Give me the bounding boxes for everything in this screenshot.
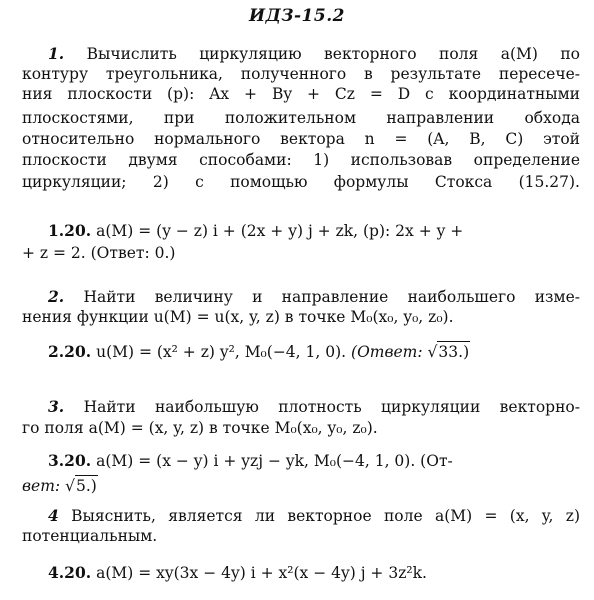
task-2-20-answer-value: 33.) [438,343,470,361]
problem-1-line-2: контуру треугольника, полученного в результате пересече- [22,65,580,83]
problem-3-line-1 [48,397,580,417]
task-3-20-line-2 [22,475,580,496]
problem-4-line-1 [48,506,580,526]
problem-2-text-1: Найти величину и направление наибольшего изме- [83,288,580,306]
problem-1-line-1 [48,44,580,64]
problem-1-line-3: ния плоскости (p): Ax + By + Cz = D с координатными [22,85,580,103]
problem-4-line-2: потенциальным. [22,527,158,545]
sqrt-symbol-icon: √ [427,343,438,361]
problem-1-text-1: Вычислить циркуляцию векторного поля a(M) по [86,45,580,63]
problem-4-text-1: Выяснить, является ли векторное поле a(M) = (x, y, z) [71,507,580,525]
task-3-20-line-1 [48,451,580,471]
task-1-20-formula: a(M) = (y − z) i + (2x + y) j + zk, (p): 2x + y + [96,222,464,240]
problem-3-number: 3. [48,397,65,416]
task-2-20-number: 2.20. [48,342,92,361]
task-4-20-line [48,563,580,583]
task-4-20-formula: a(M) = xy(3x − 4y) i + x²(x − 4y) j + 3z²k. [96,564,427,582]
task-3-20-number: 3.20. [48,451,92,470]
problem-1-number: 1. [48,44,65,63]
task-4-20-number: 4.20. [48,563,92,582]
task-2-20-formula: u(M) = (x² + z) y², M₀(−4, 1, 0). [96,343,347,361]
problem-3-line-2: го поля a(M) = (x, y, z) в точке M₀(x₀, y₀, z₀). [22,419,378,437]
problem-3-text-1: Найти наибольшую плотность циркуляции векторно- [83,398,580,416]
task-1-20-line-2: + z = 2. (Ответ: 0.) [22,244,176,262]
problem-2-number: 2. [48,287,65,306]
task-1-20-line-1 [48,221,580,241]
problem-1-line-6: плоскости двумя способами: 1) использовав определение [22,151,580,169]
task-1-20-number: 1.20. [48,221,92,240]
sqrt-symbol-icon: √ [65,477,75,495]
task-3-20-answer-label: вет: [22,477,61,495]
problem-2-line-1 [48,287,580,307]
task-2-20-answer-label: (Ответ: [351,343,423,361]
problem-4-number: 4 [48,506,59,525]
task-2-20-line [48,341,580,362]
problem-2-line-2: нения функции u(M) = u(x, y, z) в точке M₀(x₀, y₀, z₀). [22,308,454,326]
problem-1-line-5: относительно нормального вектора n = (A, B, C) этой [22,130,580,148]
problem-1-line-4: плоскостями, при положительном направлении обхода [22,109,580,127]
task-3-20-answer-value: 5.) [75,477,97,495]
problem-1-line-7: циркуляции; 2) с помощью формулы Стокса (15.27). [22,173,580,191]
task-3-20-formula: a(M) = (x − y) i + yzj − yk, M₀(−4, 1, 0). (От- [96,452,453,470]
document-title: ИДЗ-15.2 [249,6,345,26]
